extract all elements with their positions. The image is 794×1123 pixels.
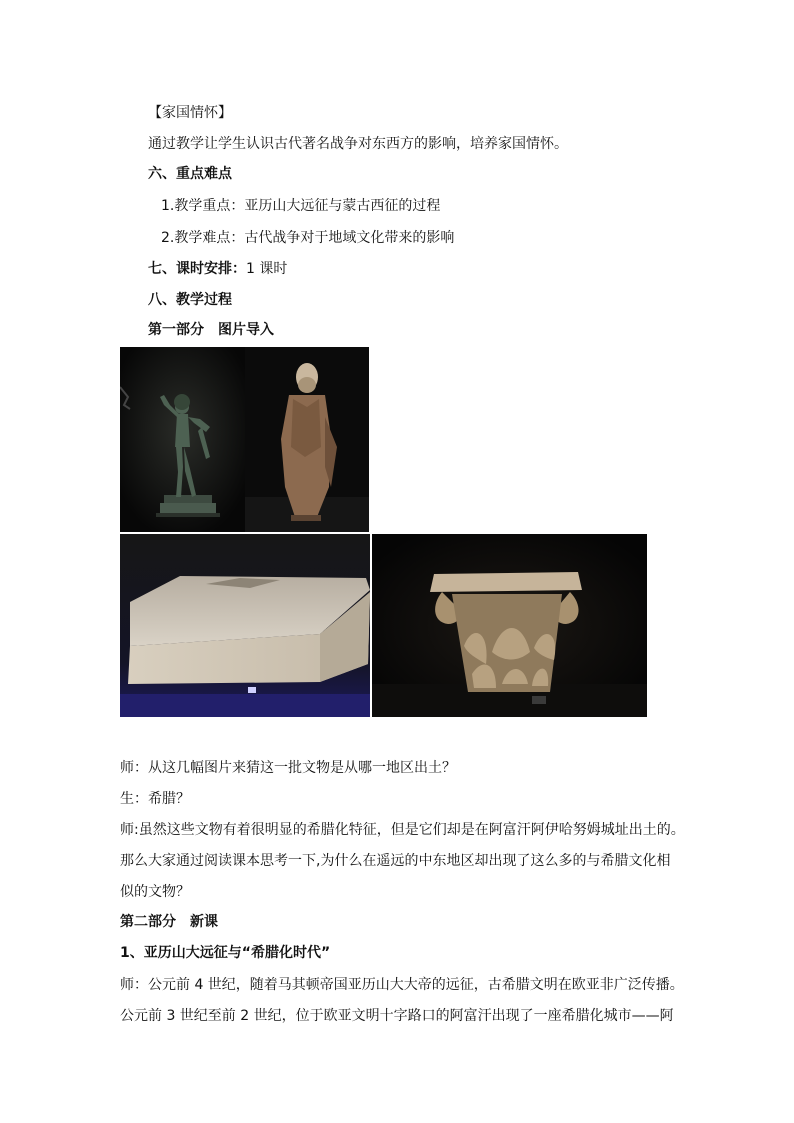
body-line-1: 师：公元前 4 世纪，随着马其顿帝国亚历山大大帝的远征，古希腊文明在欧亚非广泛传播。	[120, 977, 684, 993]
column-capital-photo	[372, 534, 647, 717]
body-line-2: 公元前 3 世纪至前 2 世纪，位于欧亚文明十字路口的阿富汗出现了一座希腊化城市——阿	[120, 1008, 674, 1024]
dialog-line-5: 似的文物？	[120, 884, 190, 900]
dialog-line-1: 师：从这几幅图片来猜这一批文物是从哪一地区出土？	[120, 760, 456, 776]
section-family-title: 【家国情怀】	[148, 105, 232, 121]
part1-heading: 第一部分 图片导入	[148, 322, 274, 338]
difficult-point: 2.教学难点：古代战争对于地域文化带来的影响	[161, 230, 455, 246]
part2-heading: 第二部分 新课	[120, 914, 218, 930]
heading-7	[148, 259, 287, 279]
subsection-1-heading: 1、亚历山大远征与“希腊化时代”	[120, 945, 331, 961]
dialog-line-3: 师:虽然这些文物有着很明显的希腊化特征，但是它们却是在阿富汗阿伊哈努姆城址出土的。	[120, 822, 685, 838]
dialog-line-2: 生：希腊？	[120, 791, 190, 807]
heading-6: 六、重点难点	[148, 166, 232, 182]
heading-7-value: 1 课时	[246, 261, 288, 277]
bronze-statue-photo	[120, 347, 245, 532]
key-point: 1.教学重点：亚历山大远征与蒙古西征的过程	[161, 198, 441, 214]
heading-7-label: 七、课时安排：	[148, 261, 246, 277]
dialog-line-4: 那么大家通过阅读课本思考一下,为什么在遥远的中东地区却出现了这么多的与希腊文化相	[120, 853, 671, 869]
stone-block-photo	[120, 534, 370, 717]
terracotta-figure-photo	[245, 347, 369, 532]
family-text: 通过教学让学生认识古代著名战争对东西方的影响，培养家国情怀。	[148, 136, 568, 152]
heading-8: 八、教学过程	[148, 292, 232, 308]
